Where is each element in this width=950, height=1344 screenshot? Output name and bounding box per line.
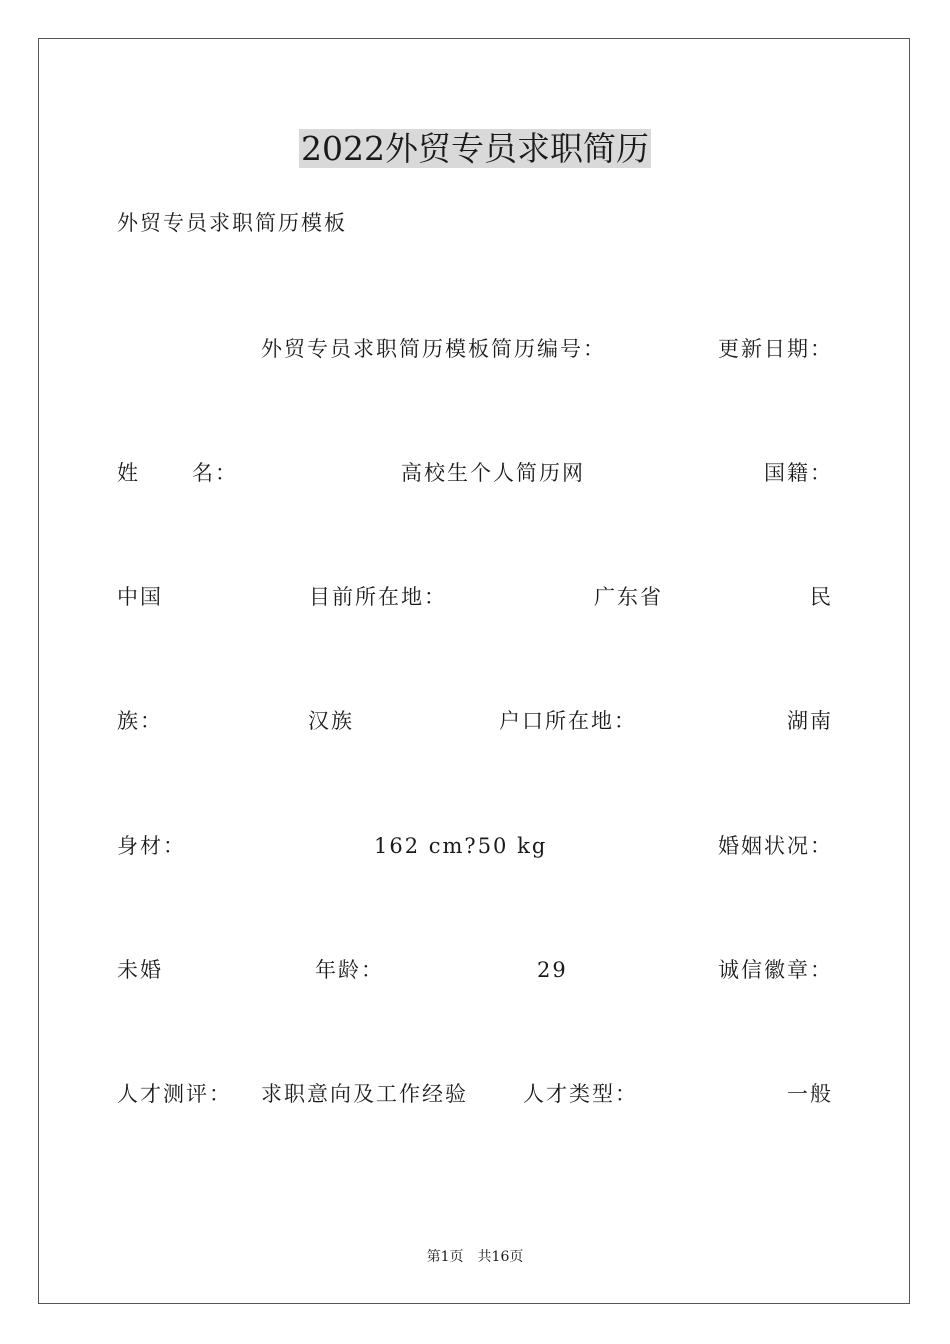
update-date-label: 更新日期：	[718, 337, 833, 361]
nationality-value: 中国	[117, 585, 163, 609]
talent-type-label: 人才类型：	[523, 1082, 638, 1106]
resume-row-ethnicity	[117, 706, 833, 736]
age-value: 29	[537, 958, 568, 982]
resume-row-body	[117, 831, 833, 861]
name-label-part2: 名：	[192, 461, 238, 485]
age-label: 年龄：	[315, 958, 384, 982]
page-number: 第1页	[426, 1249, 464, 1265]
resume-row-location	[117, 582, 833, 612]
talent-type-value: 一般	[787, 1082, 833, 1106]
name-label-part1: 姓	[117, 461, 140, 485]
resume-row-name	[117, 458, 833, 488]
ethnicity-label-part2: 族：	[117, 709, 163, 733]
page-total: 共16页	[477, 1249, 524, 1265]
current-location-label: 目前所在地：	[309, 585, 447, 609]
document-title-text: 2022外贸专员求职简历	[301, 129, 649, 168]
height-weight-value: 162 cm?50 kg	[374, 834, 548, 858]
talent-assessment-label: 人才测评：	[117, 1082, 232, 1106]
marital-status-value: 未婚	[117, 958, 163, 982]
document-title	[0, 128, 950, 170]
height-weight-label: 身材：	[117, 834, 186, 858]
marital-status-label: 婚姻状况：	[718, 834, 833, 858]
resume-template-number-label: 外贸专员求职简历模板简历编号：	[261, 337, 606, 361]
page-footer	[0, 1248, 950, 1266]
ethnicity-label-part1: 民	[810, 585, 833, 609]
name-value: 高校生个人简历网	[401, 461, 585, 485]
resume-row-assessment	[117, 1079, 833, 1109]
ethnicity-value: 汉族	[308, 709, 354, 733]
household-registration-value: 湖南	[787, 709, 833, 733]
nationality-label: 国籍：	[764, 461, 833, 485]
resume-row-header	[117, 334, 833, 364]
document-subtitle: 外贸专员求职简历模板	[117, 211, 347, 235]
current-location-value: 广东省	[594, 585, 663, 609]
credit-badge-label: 诚信徽章：	[718, 958, 833, 982]
job-intention-heading: 求职意向及工作经验	[261, 1082, 468, 1106]
resume-row-age	[117, 955, 833, 985]
household-registration-label: 户口所在地：	[499, 709, 637, 733]
